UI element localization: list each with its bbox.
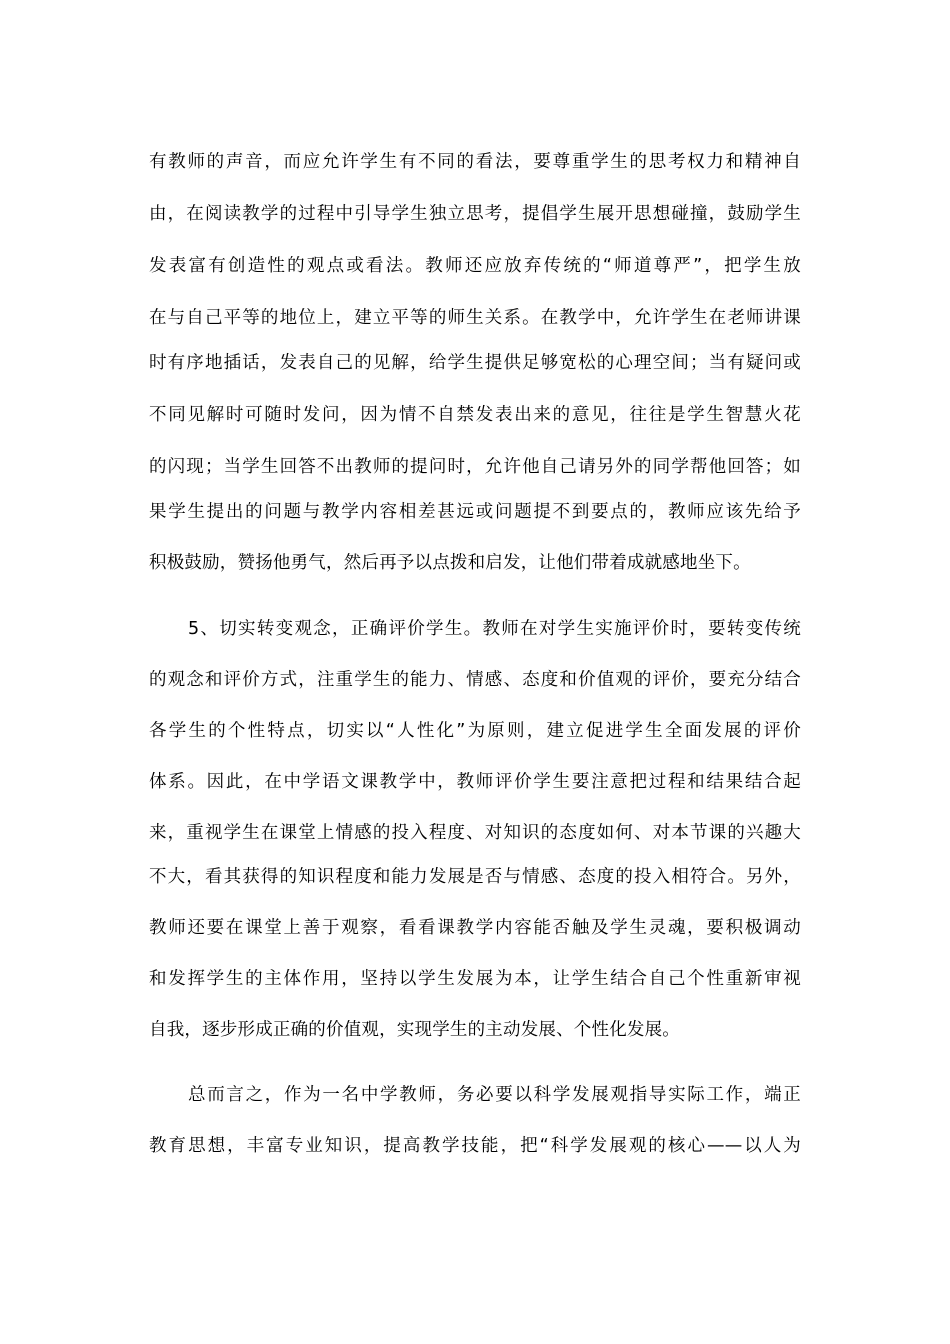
text-line: 来，重视学生在课堂上情感的投入程度、对知识的态度如何、对本节课的兴趣大 [149,823,801,843]
text-line: 不同见解时可随时发问，因为情不自禁发表出来的意见，往往是学生智慧火花 [149,405,801,425]
text-line: 和发挥学生的主体作用，坚持以学生发展为本，让学生结合自己个性重新审视 [149,969,801,989]
text-line: 的闪现；当学生回答不出教师的提问时，允许他自己请另外的同学帮他回答；如 [149,457,801,477]
text-line: 教师还要在课堂上善于观察，看看课教学内容能否触及学生灵魂，要积极调动 [149,918,801,938]
text-line: 体系。因此，在中学语文课教学中，教师评价学生要注意把过程和结果结合起 [149,772,801,792]
text-line: 积极鼓励，赞扬他勇气，然后再予以点拨和启发，让他们带着成就感地坐下。 [149,553,751,573]
text-line: 5、切实转变观念，正确评价学生。教师在对学生实施评价时，要转变传统 [188,619,801,639]
text-line: 发表富有创造性的观点或看法。教师还应放弃传统的“师道尊严”，把学生放 [149,256,801,276]
text-line: 在与自己平等的地位上，建立平等的师生关系。在教学中，允许学生在老师讲课 [149,308,801,328]
text-line: 不大，看其获得的知识程度和能力发展是否与情感、态度的投入相符合。另外， [149,867,801,887]
text-line: 总而言之，作为一名中学教师，务必要以科学发展观指导实际工作，端正 [188,1085,801,1105]
text-line: 各学生的个性特点，切实以“人性化”为原则，建立促进学生全面发展的评价 [149,721,801,741]
text-line: 的观念和评价方式，注重学生的能力、情感、态度和价值观的评价，要充分结合 [149,670,801,690]
text-line: 自我，逐步形成正确的价值观，实现学生的主动发展、个性化发展。 [149,1020,680,1040]
text-line: 由，在阅读教学的过程中引导学生独立思考，提倡学生展开思想碰撞，鼓励学生 [149,204,801,224]
text-line: 时有序地插话，发表自己的见解，给学生提供足够宽松的心理空间；当有疑问或 [149,353,801,373]
text-line: 教育思想，丰富专业知识，提高教学技能，把“科学发展观的核心——以人为 [149,1136,801,1156]
text-line: 果学生提出的问题与教学内容相差甚远或问题提不到要点的，教师应该先给予 [149,502,801,522]
text-line: 有教师的声音，而应允许学生有不同的看法，要尊重学生的思考权力和精神自 [149,152,801,172]
